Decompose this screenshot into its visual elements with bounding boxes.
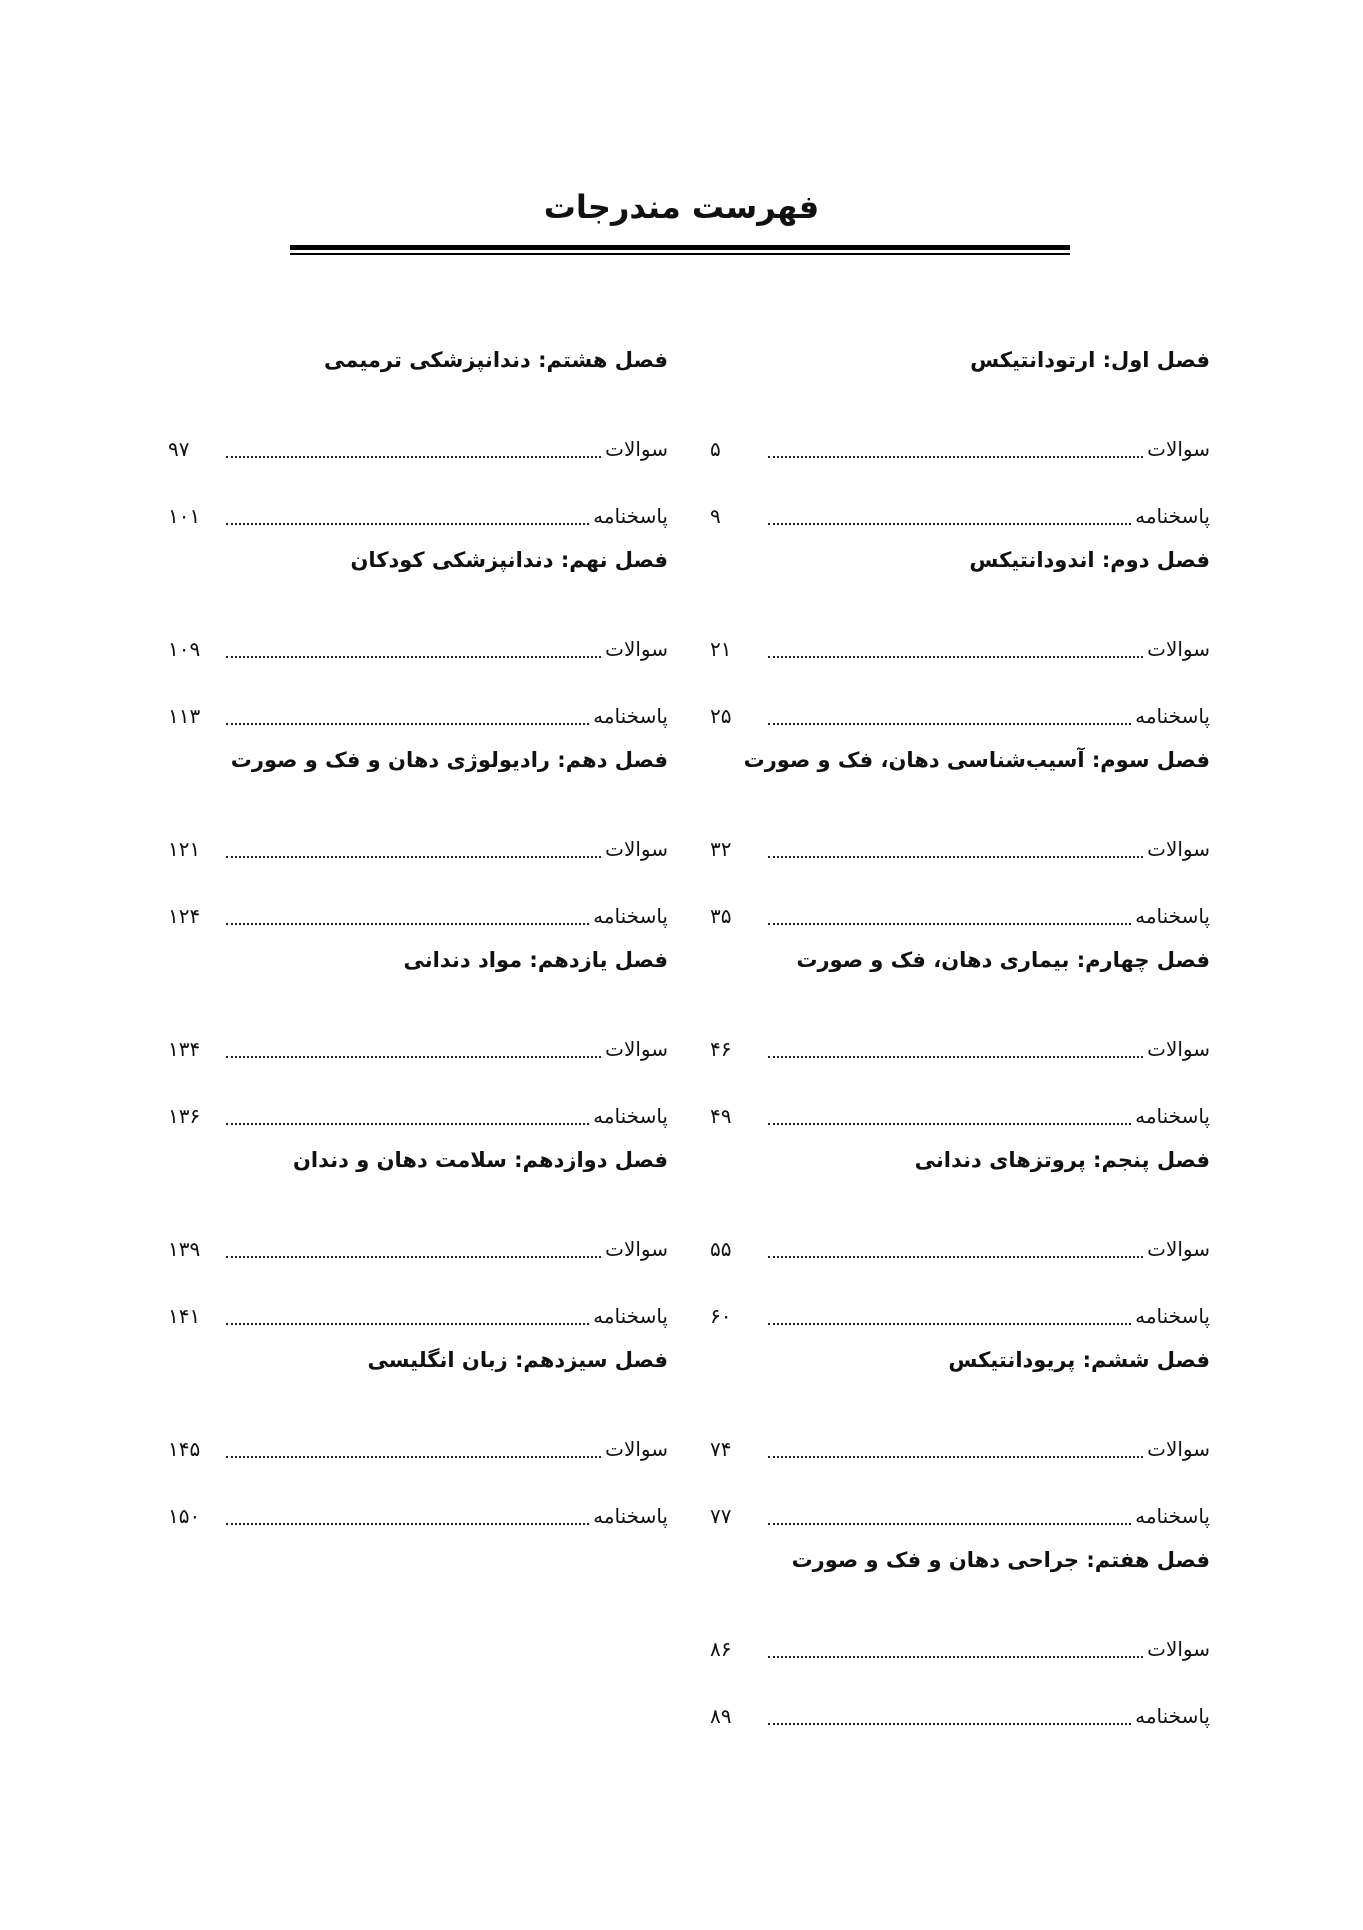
- toc-chapter: [710, 1538, 1210, 1738]
- dot-leader: [768, 855, 1143, 858]
- page-number: ۹۷: [168, 437, 190, 461]
- entry-label: سوالات: [605, 1237, 668, 1261]
- toc-entry[interactable]: [710, 1404, 1210, 1471]
- toc-entry[interactable]: [710, 1071, 1210, 1138]
- chapter-title[interactable]: فصل دوم: اندودانتیکس: [969, 548, 1210, 572]
- dot-leader: [768, 1722, 1131, 1725]
- entry-label: پاسخنامه: [593, 704, 668, 728]
- dot-leader: [226, 922, 589, 925]
- entry-label: پاسخنامه: [1135, 504, 1210, 528]
- entry-label: پاسخنامه: [1135, 704, 1210, 728]
- entry-label: سوالات: [1147, 837, 1210, 861]
- page-number: ۵۵: [710, 1237, 732, 1261]
- page-number: ۳۵: [710, 904, 732, 928]
- entry-label: سوالات: [605, 1037, 668, 1061]
- toc-chapter: [710, 1138, 1210, 1338]
- chapter-title[interactable]: فصل ششم: پریودانتیکس: [948, 1348, 1210, 1372]
- page-number: ۷۷: [710, 1504, 732, 1528]
- page-number: ۷۴: [710, 1437, 732, 1461]
- toc-entry[interactable]: [168, 1071, 668, 1138]
- entry-label: سوالات: [1147, 637, 1210, 661]
- toc-chapter: [168, 1138, 668, 1338]
- chapter-title[interactable]: فصل یازدهم: مواد دندانی: [403, 948, 668, 972]
- toc-chapter: [168, 538, 668, 738]
- dot-leader: [768, 1055, 1143, 1058]
- toc-entry[interactable]: [710, 671, 1210, 738]
- toc-column-left: [168, 338, 668, 1538]
- dot-leader: [226, 855, 601, 858]
- toc-chapter: [710, 1338, 1210, 1538]
- dot-leader: [768, 1455, 1143, 1458]
- toc-chapter: [710, 738, 1210, 938]
- dot-leader: [226, 1522, 589, 1525]
- dot-leader: [768, 922, 1131, 925]
- entry-label: سوالات: [1147, 1437, 1210, 1461]
- page-number: ۱۰۱: [168, 504, 201, 528]
- chapter-title[interactable]: فصل اول: ارتودانتیکس: [970, 348, 1210, 372]
- dot-leader: [768, 722, 1131, 725]
- dot-leader: [226, 1255, 601, 1258]
- toc-entry[interactable]: [168, 404, 668, 471]
- chapter-title[interactable]: فصل هشتم: دندانپزشکی ترمیمی: [324, 348, 668, 372]
- page-number: ۱۰۹: [168, 637, 201, 661]
- dot-leader: [226, 455, 601, 458]
- chapter-title[interactable]: فصل چهارم: بیماری دهان، فک و صورت: [796, 948, 1210, 972]
- toc-entry[interactable]: [710, 1671, 1210, 1738]
- page-number: ۱۳۹: [168, 1237, 201, 1261]
- dot-leader: [768, 455, 1143, 458]
- chapter-title[interactable]: فصل نهم: دندانپزشکی کودکان: [350, 548, 668, 572]
- entry-label: پاسخنامه: [593, 1304, 668, 1328]
- toc-entry[interactable]: [710, 871, 1210, 938]
- page-number: ۵: [710, 437, 721, 461]
- chapter-title[interactable]: فصل پنجم: پروتزهای دندانی: [914, 1148, 1210, 1172]
- dot-leader: [768, 1122, 1131, 1125]
- chapter-title[interactable]: فصل سوم: آسیب‌شناسی دهان، فک و صورت: [743, 748, 1210, 772]
- toc-chapter: [168, 938, 668, 1138]
- toc-entry[interactable]: [168, 1271, 668, 1338]
- toc-entry[interactable]: [710, 1471, 1210, 1538]
- toc-chapter: [710, 538, 1210, 738]
- entry-label: سوالات: [605, 1437, 668, 1461]
- toc-entry[interactable]: [710, 404, 1210, 471]
- page-number: ۱۳۶: [168, 1104, 201, 1128]
- entry-label: پاسخنامه: [1135, 904, 1210, 928]
- toc-entry[interactable]: [168, 671, 668, 738]
- toc-column-right: [710, 338, 1210, 1738]
- toc-entry[interactable]: [710, 804, 1210, 871]
- toc-entry[interactable]: [168, 604, 668, 671]
- page-number: ۸۹: [710, 1704, 732, 1728]
- chapter-title[interactable]: فصل سیزدهم: زبان انگلیسی: [367, 1348, 668, 1372]
- entry-label: پاسخنامه: [1135, 1304, 1210, 1328]
- toc-entry[interactable]: [168, 804, 668, 871]
- page-number: ۹: [710, 504, 721, 528]
- page-number: ۴۹: [710, 1104, 732, 1128]
- toc-chapter: [168, 338, 668, 538]
- page-number: ۱۴۱: [168, 1304, 201, 1328]
- entry-label: سوالات: [605, 837, 668, 861]
- toc-chapter: [168, 1338, 668, 1538]
- toc-entry[interactable]: [710, 604, 1210, 671]
- entry-label: پاسخنامه: [1135, 1704, 1210, 1728]
- page-number: ۸۶: [710, 1637, 732, 1661]
- entry-label: پاسخنامه: [593, 1104, 668, 1128]
- dot-leader: [226, 1122, 589, 1125]
- toc-entry[interactable]: [710, 1204, 1210, 1271]
- dot-leader: [226, 522, 589, 525]
- toc-entry[interactable]: [710, 1604, 1210, 1671]
- toc-entry[interactable]: [710, 471, 1210, 538]
- dot-leader: [768, 1655, 1143, 1658]
- entry-label: سوالات: [605, 637, 668, 661]
- dot-leader: [768, 1255, 1143, 1258]
- page-number: ۱۵۰: [168, 1504, 201, 1528]
- entry-label: سوالات: [1147, 1637, 1210, 1661]
- entry-label: پاسخنامه: [593, 504, 668, 528]
- dot-leader: [226, 1455, 601, 1458]
- page-number: ۲۱: [710, 637, 732, 661]
- dot-leader: [226, 655, 601, 658]
- entry-label: پاسخنامه: [593, 1504, 668, 1528]
- chapter-title[interactable]: فصل دهم: رادیولوژی دهان و فک و صورت: [230, 748, 668, 772]
- page-number: ۶۰: [710, 1304, 732, 1328]
- entry-label: سوالات: [1147, 1237, 1210, 1261]
- page-number: ۱۲۴: [168, 904, 201, 928]
- page-number: ۱۲۱: [168, 837, 201, 861]
- title-underline-thin: [290, 253, 1070, 255]
- toc-entry[interactable]: [168, 1204, 668, 1271]
- page-number: ۲۵: [710, 704, 732, 728]
- toc-entry[interactable]: [168, 871, 668, 938]
- dot-leader: [226, 722, 589, 725]
- title-underline-thick: [290, 245, 1070, 250]
- entry-label: پاسخنامه: [1135, 1104, 1210, 1128]
- entry-label: پاسخنامه: [1135, 1504, 1210, 1528]
- toc-chapter: [710, 938, 1210, 1138]
- toc-chapter: [710, 338, 1210, 538]
- page-number: ۱۳۴: [168, 1037, 201, 1061]
- entry-label: سوالات: [1147, 1037, 1210, 1061]
- dot-leader: [768, 1322, 1131, 1325]
- toc-entry[interactable]: [168, 1471, 668, 1538]
- chapter-title[interactable]: فصل دوازدهم: سلامت دهان و دندان: [292, 1148, 668, 1172]
- dot-leader: [226, 1055, 601, 1058]
- dot-leader: [768, 1522, 1131, 1525]
- toc-chapter: [168, 738, 668, 938]
- dot-leader: [768, 522, 1131, 525]
- entry-label: پاسخنامه: [593, 904, 668, 928]
- page-number: ۴۶: [710, 1037, 732, 1061]
- chapter-title[interactable]: فصل هفتم: جراحی دهان و فک و صورت: [791, 1548, 1210, 1572]
- entry-label: سوالات: [605, 437, 668, 461]
- dot-leader: [226, 1322, 589, 1325]
- page-title: فهرست مندرجات: [543, 188, 820, 226]
- toc-entry[interactable]: [168, 1004, 668, 1071]
- toc-entry[interactable]: [710, 1004, 1210, 1071]
- page-number: ۱۱۳: [168, 704, 201, 728]
- toc-entry[interactable]: [710, 1271, 1210, 1338]
- page-number: ۱۴۵: [168, 1437, 201, 1461]
- dot-leader: [768, 655, 1143, 658]
- toc-entry[interactable]: [168, 1404, 668, 1471]
- page-number: ۳۲: [710, 837, 732, 861]
- toc-entry[interactable]: [168, 471, 668, 538]
- entry-label: سوالات: [1147, 437, 1210, 461]
